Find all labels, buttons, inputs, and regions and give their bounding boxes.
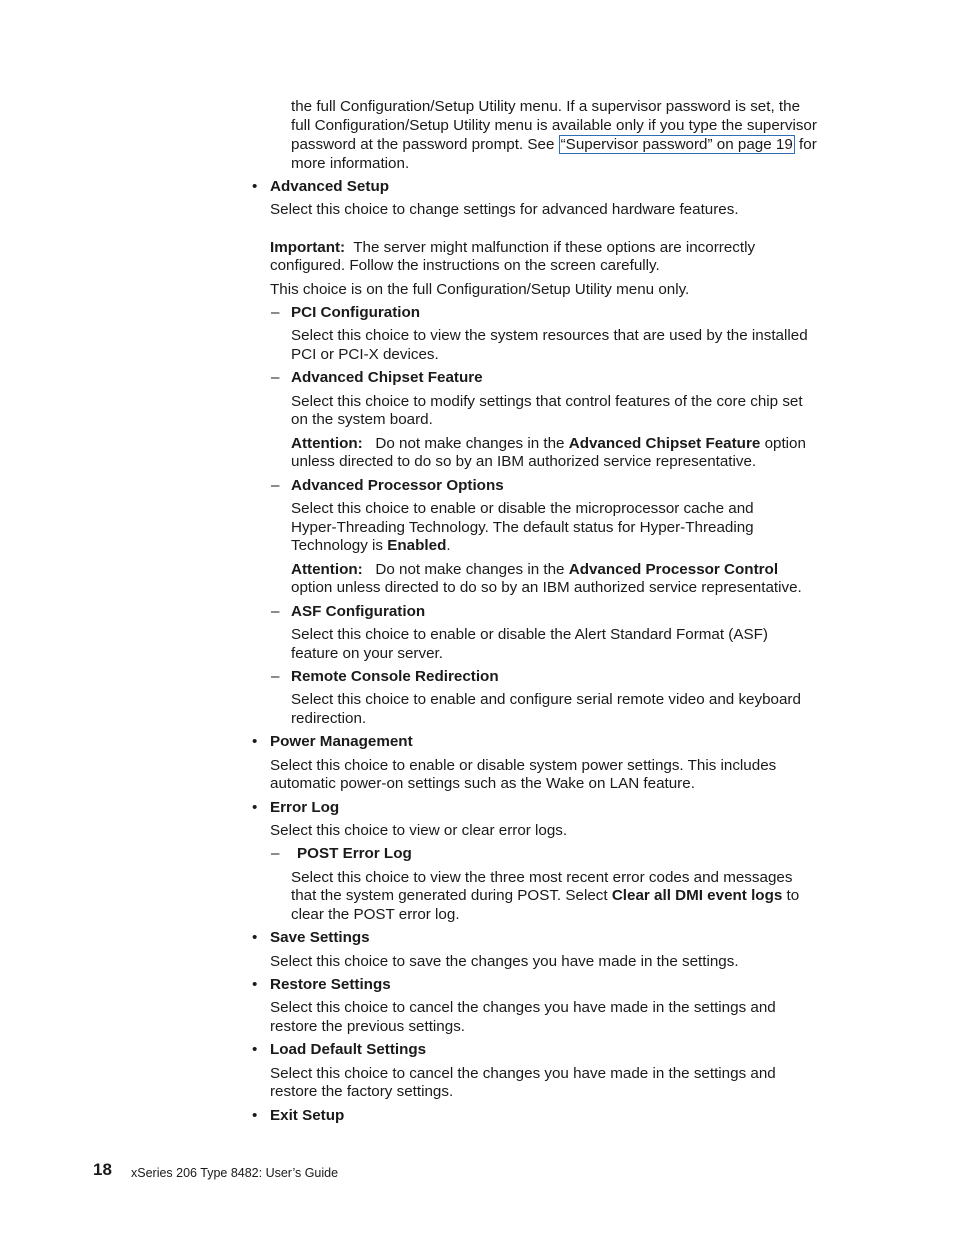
load-default-heading: Load Default Settings [270, 1041, 427, 1058]
asf-heading: ASF Configuration [291, 603, 426, 620]
intro-text: password at the password prompt. See [291, 136, 555, 153]
processor-desc-3 [291, 537, 451, 556]
processor-heading: Advanced Processor Options [291, 477, 504, 494]
pci-desc-2: PCI or PCI-X devices. [291, 346, 439, 363]
advanced-setup-desc: Select this choice to change settings for advanced hardware features. [270, 201, 739, 218]
post-desc-3: clear the POST error log. [291, 906, 460, 923]
intro-line-3 [291, 136, 817, 155]
asf-desc-1: Select this choice to enable or disable the Alert Standard Format (ASF) [291, 626, 768, 643]
save-desc: Select this choice to save the changes you have made in the settings. [270, 953, 739, 970]
restore-desc-2: restore the previous settings. [270, 1018, 466, 1035]
attention-text: Do not make changes in the [375, 435, 565, 452]
chipset-heading: Advanced Chipset Feature [291, 369, 483, 386]
intro-line-2: full Configuration/Setup Utility menu is available only if you type the supervisor [291, 117, 817, 134]
processor-attention-2: option unless directed to do so by an IBM authorized service representative. [291, 579, 802, 596]
power-heading: Power Management [270, 733, 413, 750]
load-default-desc-2: restore the factory settings. [270, 1083, 454, 1100]
remote-desc-2: redirection. [291, 710, 367, 727]
load-default-desc-1: Select this choice to cancel the changes you have made in the settings and [270, 1065, 776, 1082]
post-error-log-heading: POST Error Log [297, 845, 412, 862]
restore-desc-1: Select this choice to cancel the changes you have made in the settings and [270, 999, 776, 1016]
attention-text: option [764, 435, 806, 452]
pci-configuration-heading: PCI Configuration [291, 304, 421, 321]
advanced-setup-note: This choice is on the full Configuration/Setup Utility menu only. [270, 281, 690, 298]
errorlog-heading: Error Log [270, 799, 340, 816]
footer-title: xSeries 206 Type 8482: User’s Guide [131, 1166, 339, 1180]
chipset-desc-2: on the system board. [291, 411, 433, 428]
processor-text: . [446, 537, 451, 554]
dash: – [271, 668, 280, 685]
attention-label: Attention: [291, 435, 363, 452]
bullet: • [252, 929, 258, 946]
asf-desc-2: feature on your server. [291, 645, 443, 662]
bullet: • [252, 733, 258, 750]
dash: – [271, 845, 280, 862]
processor-desc-1: Select this choice to enable or disable the microprocessor cache and [291, 500, 754, 517]
dash: – [271, 477, 280, 494]
remote-heading: Remote Console Redirection [291, 668, 499, 685]
chipset-attention-2: unless directed to do so by an IBM authorized service representative. [291, 453, 757, 470]
attention-bold: Advanced Processor Control [568, 561, 779, 578]
post-desc-2 [291, 887, 799, 906]
restore-heading: Restore Settings [270, 976, 391, 993]
post-bold: Clear all DMI event logs [611, 887, 783, 904]
attention-bold: Advanced Chipset Feature [568, 435, 761, 452]
dash: – [271, 369, 280, 386]
intro-text: for [799, 136, 817, 153]
attention-text: Do not make changes in the [375, 561, 565, 578]
page-number: 18 [93, 1160, 112, 1179]
bullet: • [252, 976, 258, 993]
intro-line-1: the full Configuration/Setup Utility menu. If a supervisor password is set, the [291, 98, 801, 115]
important-text: The server might malfunction if these options are incorrectly [353, 239, 756, 256]
bullet: • [252, 1107, 258, 1124]
errorlog-desc: Select this choice to view or clear error logs. [270, 822, 568, 839]
chipset-desc-1: Select this choice to modify settings that control features of the core chip set [291, 393, 803, 410]
post-desc-1: Select this choice to view the three most recent error codes and messages [291, 869, 793, 886]
power-desc-1: Select this choice to enable or disable system power settings. This includes [270, 757, 777, 774]
processor-desc-2: Hyper-Threading Technology. The default status for Hyper-Threading [291, 519, 754, 536]
processor-bold: Enabled [387, 537, 447, 554]
dash: – [271, 603, 280, 620]
processor-text: Technology is [291, 537, 384, 554]
bullet: • [252, 1041, 258, 1058]
intro-line-4: more information. [291, 155, 410, 172]
power-desc-2: automatic power-on settings such as the Wake on LAN feature. [270, 775, 695, 792]
important-note-line-1 [270, 239, 755, 258]
bullet: • [252, 178, 258, 195]
processor-attention-1 [291, 561, 778, 580]
remote-desc-1: Select this choice to enable and configure serial remote video and keyboard [291, 691, 801, 708]
exit-heading: Exit Setup [270, 1107, 345, 1124]
bullet: • [252, 799, 258, 816]
supervisor-password-link[interactable]: “Supervisor password” on page 19 [560, 136, 793, 153]
attention-label: Attention: [291, 561, 363, 578]
chipset-attention-1 [291, 435, 806, 454]
post-text: to [786, 887, 800, 904]
important-note-line-2: configured. Follow the instructions on the screen carefully. [270, 257, 660, 274]
pci-desc-1: Select this choice to view the system resources that are used by the installed [291, 327, 808, 344]
important-label: Important: [270, 239, 346, 256]
post-text: that the system generated during POST. Select [291, 887, 608, 904]
save-heading: Save Settings [270, 929, 370, 946]
advanced-setup-heading: Advanced Setup [270, 178, 389, 195]
dash: – [271, 304, 280, 321]
